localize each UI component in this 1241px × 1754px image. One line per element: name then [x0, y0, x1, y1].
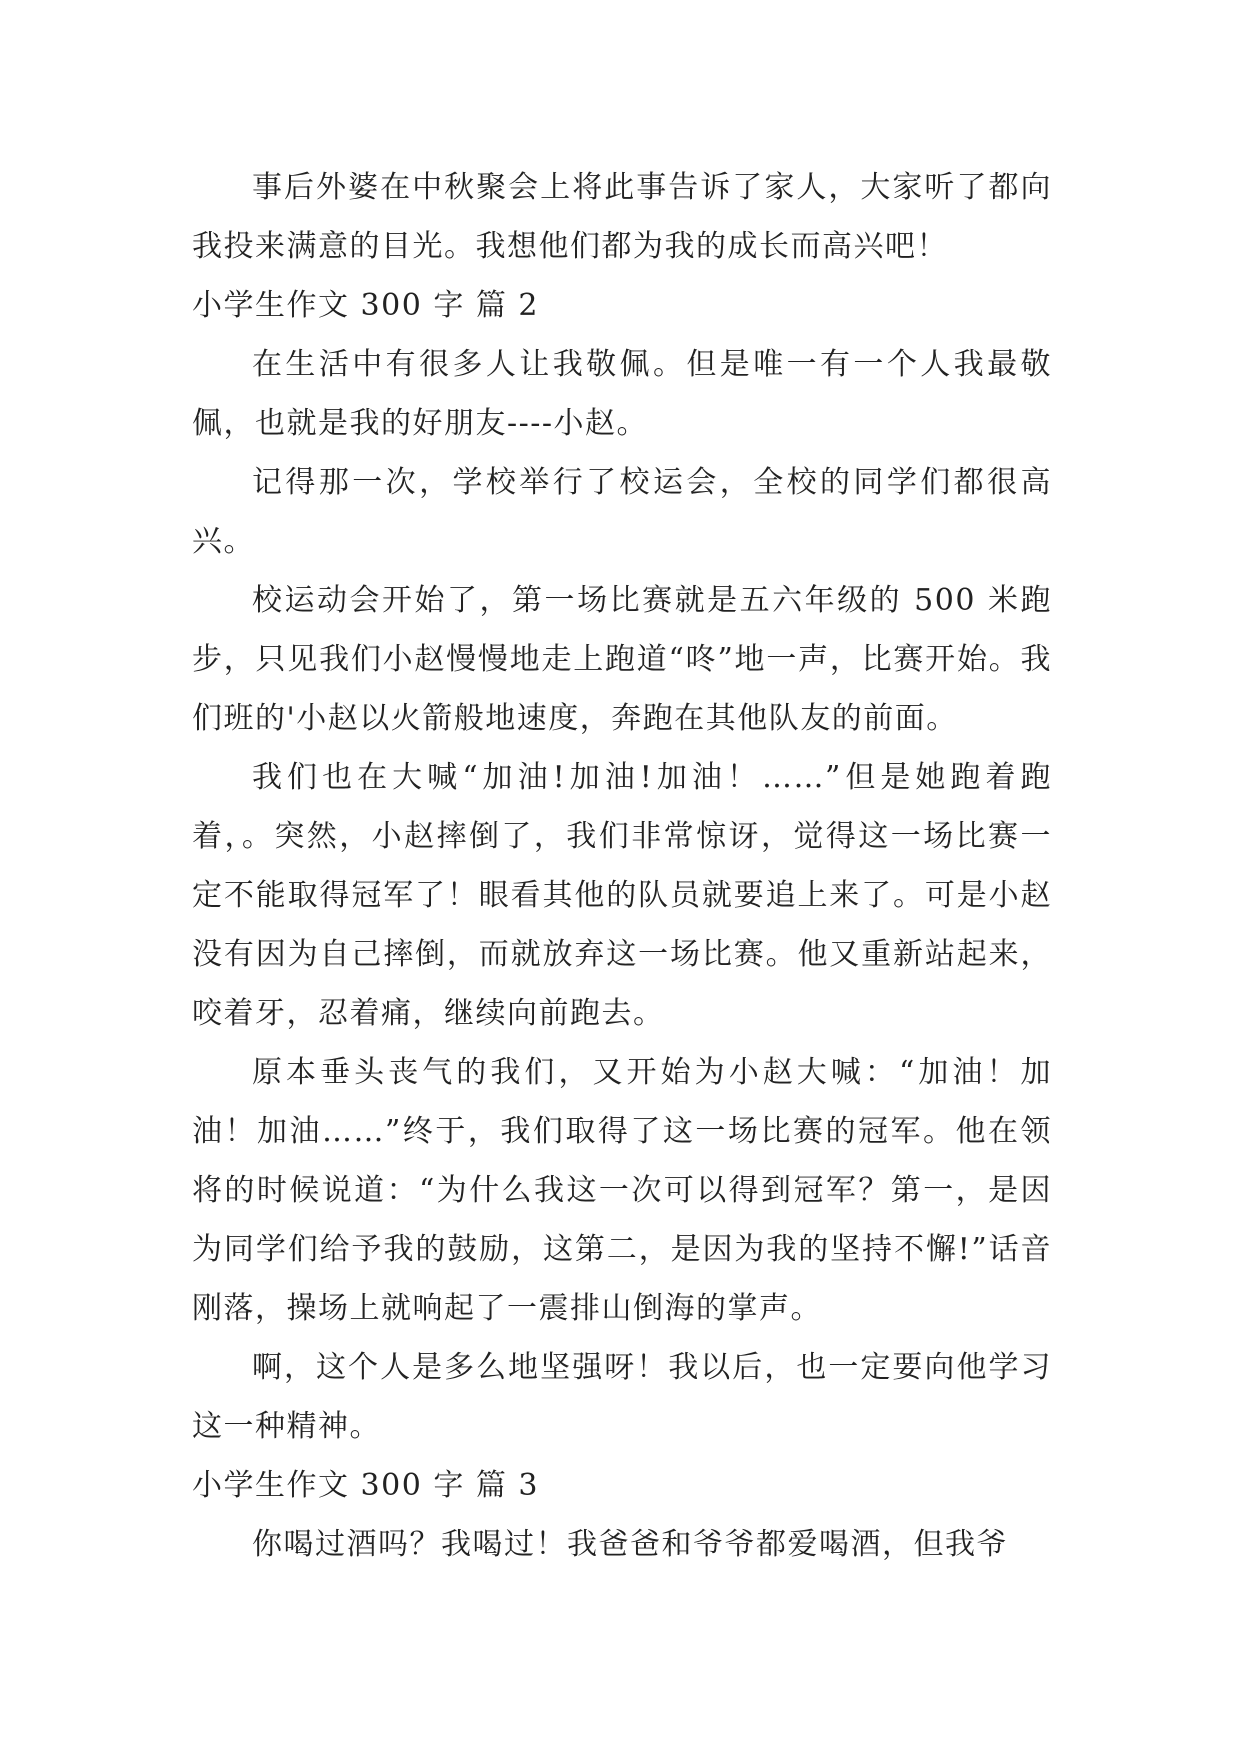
paragraph: 在生活中有很多人让我敬佩。但是唯一有一个人我最敬佩，也就是我的好朋友----小赵。 [192, 347, 1052, 441]
paragraph: 校运动会开始了，第一场比赛就是五六年级的 500 米跑步，只见我们小赵慢慢地走上跑道“咚”地一声，比赛开始。我们班的'小赵以火箭般地速度，奔跑在其他队友的前面。 [192, 583, 1052, 736]
section-heading: 小学生作文 300 字 篇 2 [192, 288, 539, 323]
paragraph: 原本垂头丧气的我们，又开始为小赵大喊：“加油！加油！加油……”终于，我们取得了这一场比赛的冠军。他在领将的时候说道：“为什么我这一次可以得到冠军？第一，是因为同学们给予我的鼓励，这第二，是因为我的坚持不懈!”话音刚落，操场上就响起了一震排山倒海的掌声。 [192, 1055, 1052, 1326]
paragraph: 记得那一次，学校举行了校运会，全校的同学们都很高兴。 [192, 465, 1052, 559]
section-heading: 小学生作文 300 字 篇 3 [192, 1468, 539, 1503]
paragraph: 我们也在大喊“加油!加油!加油！……”但是她跑着跑着，。突然，小赵摔倒了，我们非常惊讶，觉得这一场比赛一定不能取得冠军了！眼看其他的队员就要追上来了。可是小赵没有因为自己摔倒，而就放弃这一场比赛。他又重新站起来，咬着牙，忍着痛，继续向前跑去。 [192, 760, 1052, 1031]
paragraph: 你喝过酒吗？我喝过！我爸爸和爷爷都爱喝酒，但我爷 [252, 1527, 1008, 1562]
paragraph: 事后外婆在中秋聚会上将此事告诉了家人，大家听了都向我投来满意的目光。我想他们都为我的成长而高兴吧！ [192, 170, 1052, 264]
paragraph: 啊，这个人是多么地坚强呀！我以后，也一定要向他学习这一种精神。 [192, 1350, 1052, 1444]
document-body [192, 158, 1052, 1574]
